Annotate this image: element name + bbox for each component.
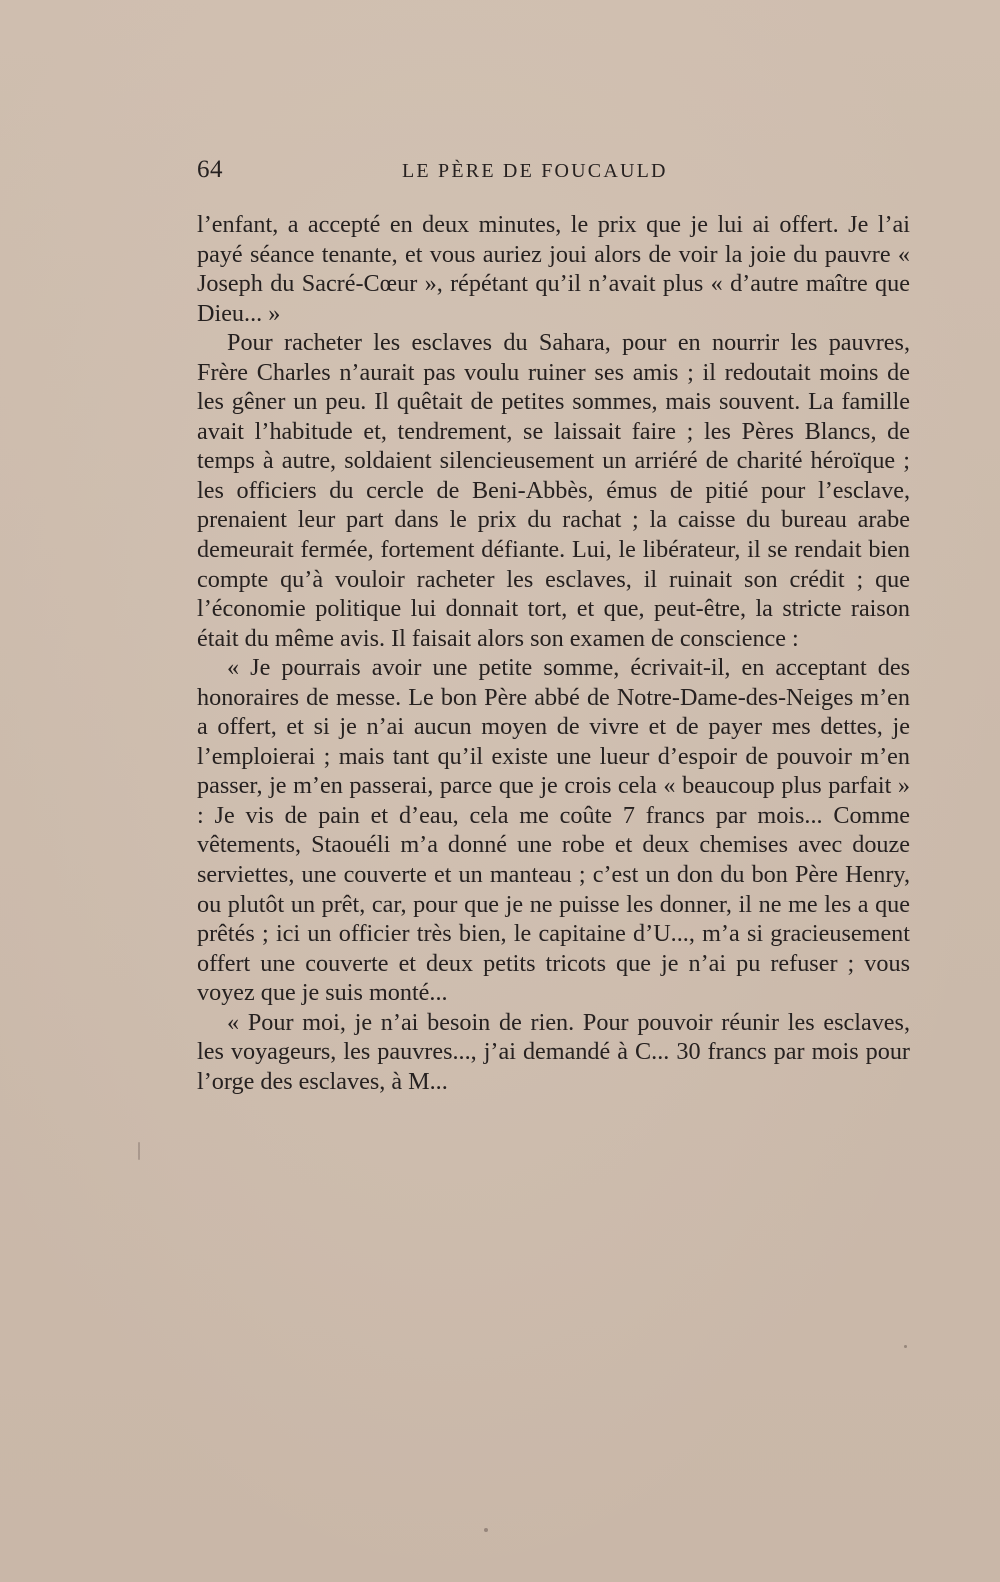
paragraph-3: « Je pourrais avoir une petite somme, écrivait-il, en acceptant des honoraires de messe. Le bon Père abbé de Notre-Dame-des-Neiges m’en a offert, et si je n’ai aucun moyen de vivre et de payer mes dettes, je l’emploierai ; mais tant qu’il existe une lueur d’espoir de pouvoir m’en passer, je m’en passerai, parce que je crois cela « beaucoup plus parfait » : Je vis de pain et d’eau, cela me coûte 7 francs par mois... Comme vêtements, Staouéli m’a donné une robe et deux chemises avec douze serviettes, une couverte et un manteau ; c’est un don du bon Père Henry, ou plutôt un prêt, car, pour que je ne puisse les donner, il ne me les a que prêtés ; ici un officier très bien, le capitaine d’U..., m’a si gracieusement offert une couverte et deux petits tricots que je n’ai pu refuser ; vous voyez que je suis monté...: [197, 654, 910, 1007]
paper-speck: [904, 1345, 907, 1348]
paper-speck: [484, 1528, 488, 1532]
paragraph-1: l’enfant, a accepté en deux minutes, le prix que je lui ai offert. Je l’ai payé séance tenante, et vous auriez joui alors de voir la joie du pauvre « Joseph du Sacré-Cœur », répétant qu’il n’avait plus « d’autre maître que Dieu... »: [197, 211, 910, 327]
paragraph-2: Pour racheter les esclaves du Sahara, pour en nourrir les pauvres, Frère Charles n’aurait pas voulu ruiner ses amis ; il redoutait moins de les gêner un peu. Il quêtait de petites sommes, mais souvent. La famille avait l’habitude et, tendrement, se laissait faire ; les Pères Blancs, de temps à autre, soldaient silencieusement un arriéré de charité héroïque ; les officiers du cercle de Beni-Abbès, émus de pitié pour l’esclave, prenaient leur part dans le prix du rachat ; la caisse du bureau arabe demeurait fermée, fortement défiante. Lui, le libérateur, il se rendait bien compte qu’à vouloir racheter les esclaves, il ruinait son crédit ; que l’économie politique lui donnait tort, et que, peut-être, la stricte raison était du même avis. Il faisait alors son examen de conscience :: [197, 329, 910, 652]
page-number: 64: [197, 156, 223, 183]
paragraph-4: « Pour moi, je n’ai besoin de rien. Pour pouvoir réunir les esclaves, les voyageurs, les pauvres..., j’ai demandé à C... 30 francs par mois pour l’orge des esclaves, à M...: [197, 1008, 910, 1095]
body-text: [197, 210, 910, 1096]
page-header: [197, 150, 909, 190]
paper-speck: [138, 1142, 140, 1160]
running-title: LE PÈRE DE FOUCAULD: [402, 160, 668, 182]
